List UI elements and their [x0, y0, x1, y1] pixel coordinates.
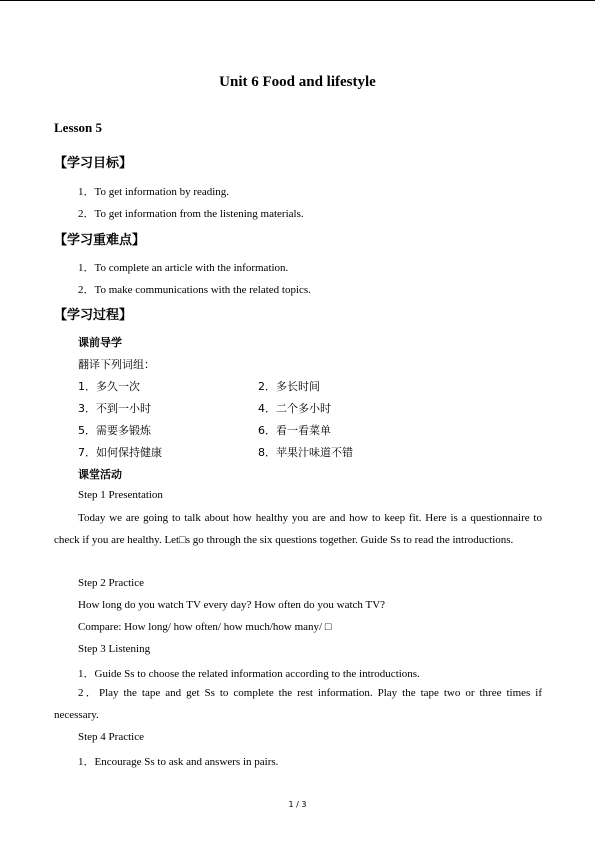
- step2-title: Step 2 Practice: [78, 577, 144, 589]
- section-objectives-heading: 【学习目标】: [54, 156, 133, 171]
- class-activity-heading: 课堂活动: [78, 468, 122, 481]
- phrase-item: 2．多长时间: [258, 380, 320, 393]
- phrase-item: 3．不到一小时: [78, 402, 151, 415]
- step2-line: Compare: How long/ how often/ how much/how many/ □: [78, 621, 332, 633]
- translate-instruction: 翻译下列词组：: [78, 358, 155, 371]
- step4-item: 1．Encourage Ss to ask and answers in pairs.: [78, 756, 279, 768]
- phrase-item: 8．苹果汁味道不错: [258, 446, 353, 459]
- step1-title: Step 1 Presentation: [78, 489, 163, 501]
- phrase-item: 6．看一看菜单: [258, 424, 331, 437]
- step3-item: 1．Guide Ss to choose the related information according to the introductions.: [78, 668, 420, 680]
- page-number: 1 / 3: [288, 800, 307, 809]
- top-rule: [0, 0, 595, 1]
- document-title: Unit 6 Food and lifestyle: [219, 74, 376, 90]
- objective-item: 2．To get information from the listening materials.: [78, 208, 304, 220]
- section-process-heading: 【学习过程】: [54, 308, 133, 323]
- key-point-item: 2．To make communications with the related topics.: [78, 284, 311, 296]
- section-key-points-heading: 【学习重难点】: [54, 233, 146, 248]
- lesson-heading: Lesson 5: [54, 120, 103, 135]
- phrase-item: 4．二个多小时: [258, 402, 331, 415]
- step1-paragraph: Today we are going to talk about how healthy you are and how to keep fit. Here is a questionnaire to check if you are healthy. Let□s go through the six questions together. Guide Ss to read the introductions.: [54, 512, 542, 546]
- objective-item: 1．To get information by reading.: [78, 186, 230, 198]
- step4-title: Step 4 Practice: [78, 731, 144, 743]
- key-point-item: 1．To complete an article with the information.: [78, 262, 289, 274]
- step3-item: 2．Play the tape and get Ss to complete the rest information. Play the tape two or three times if necessary.: [54, 687, 542, 721]
- phrase-item: 7．如何保持健康: [78, 446, 162, 459]
- step2-line: How long do you watch TV every day? How often do you watch TV?: [78, 599, 386, 611]
- preview-heading: 课前导学: [78, 336, 122, 349]
- phrase-item: 1．多久一次: [78, 380, 140, 393]
- phrase-item: 5．需要多锻炼: [78, 424, 151, 437]
- step3-title: Step 3 Listening: [78, 643, 151, 655]
